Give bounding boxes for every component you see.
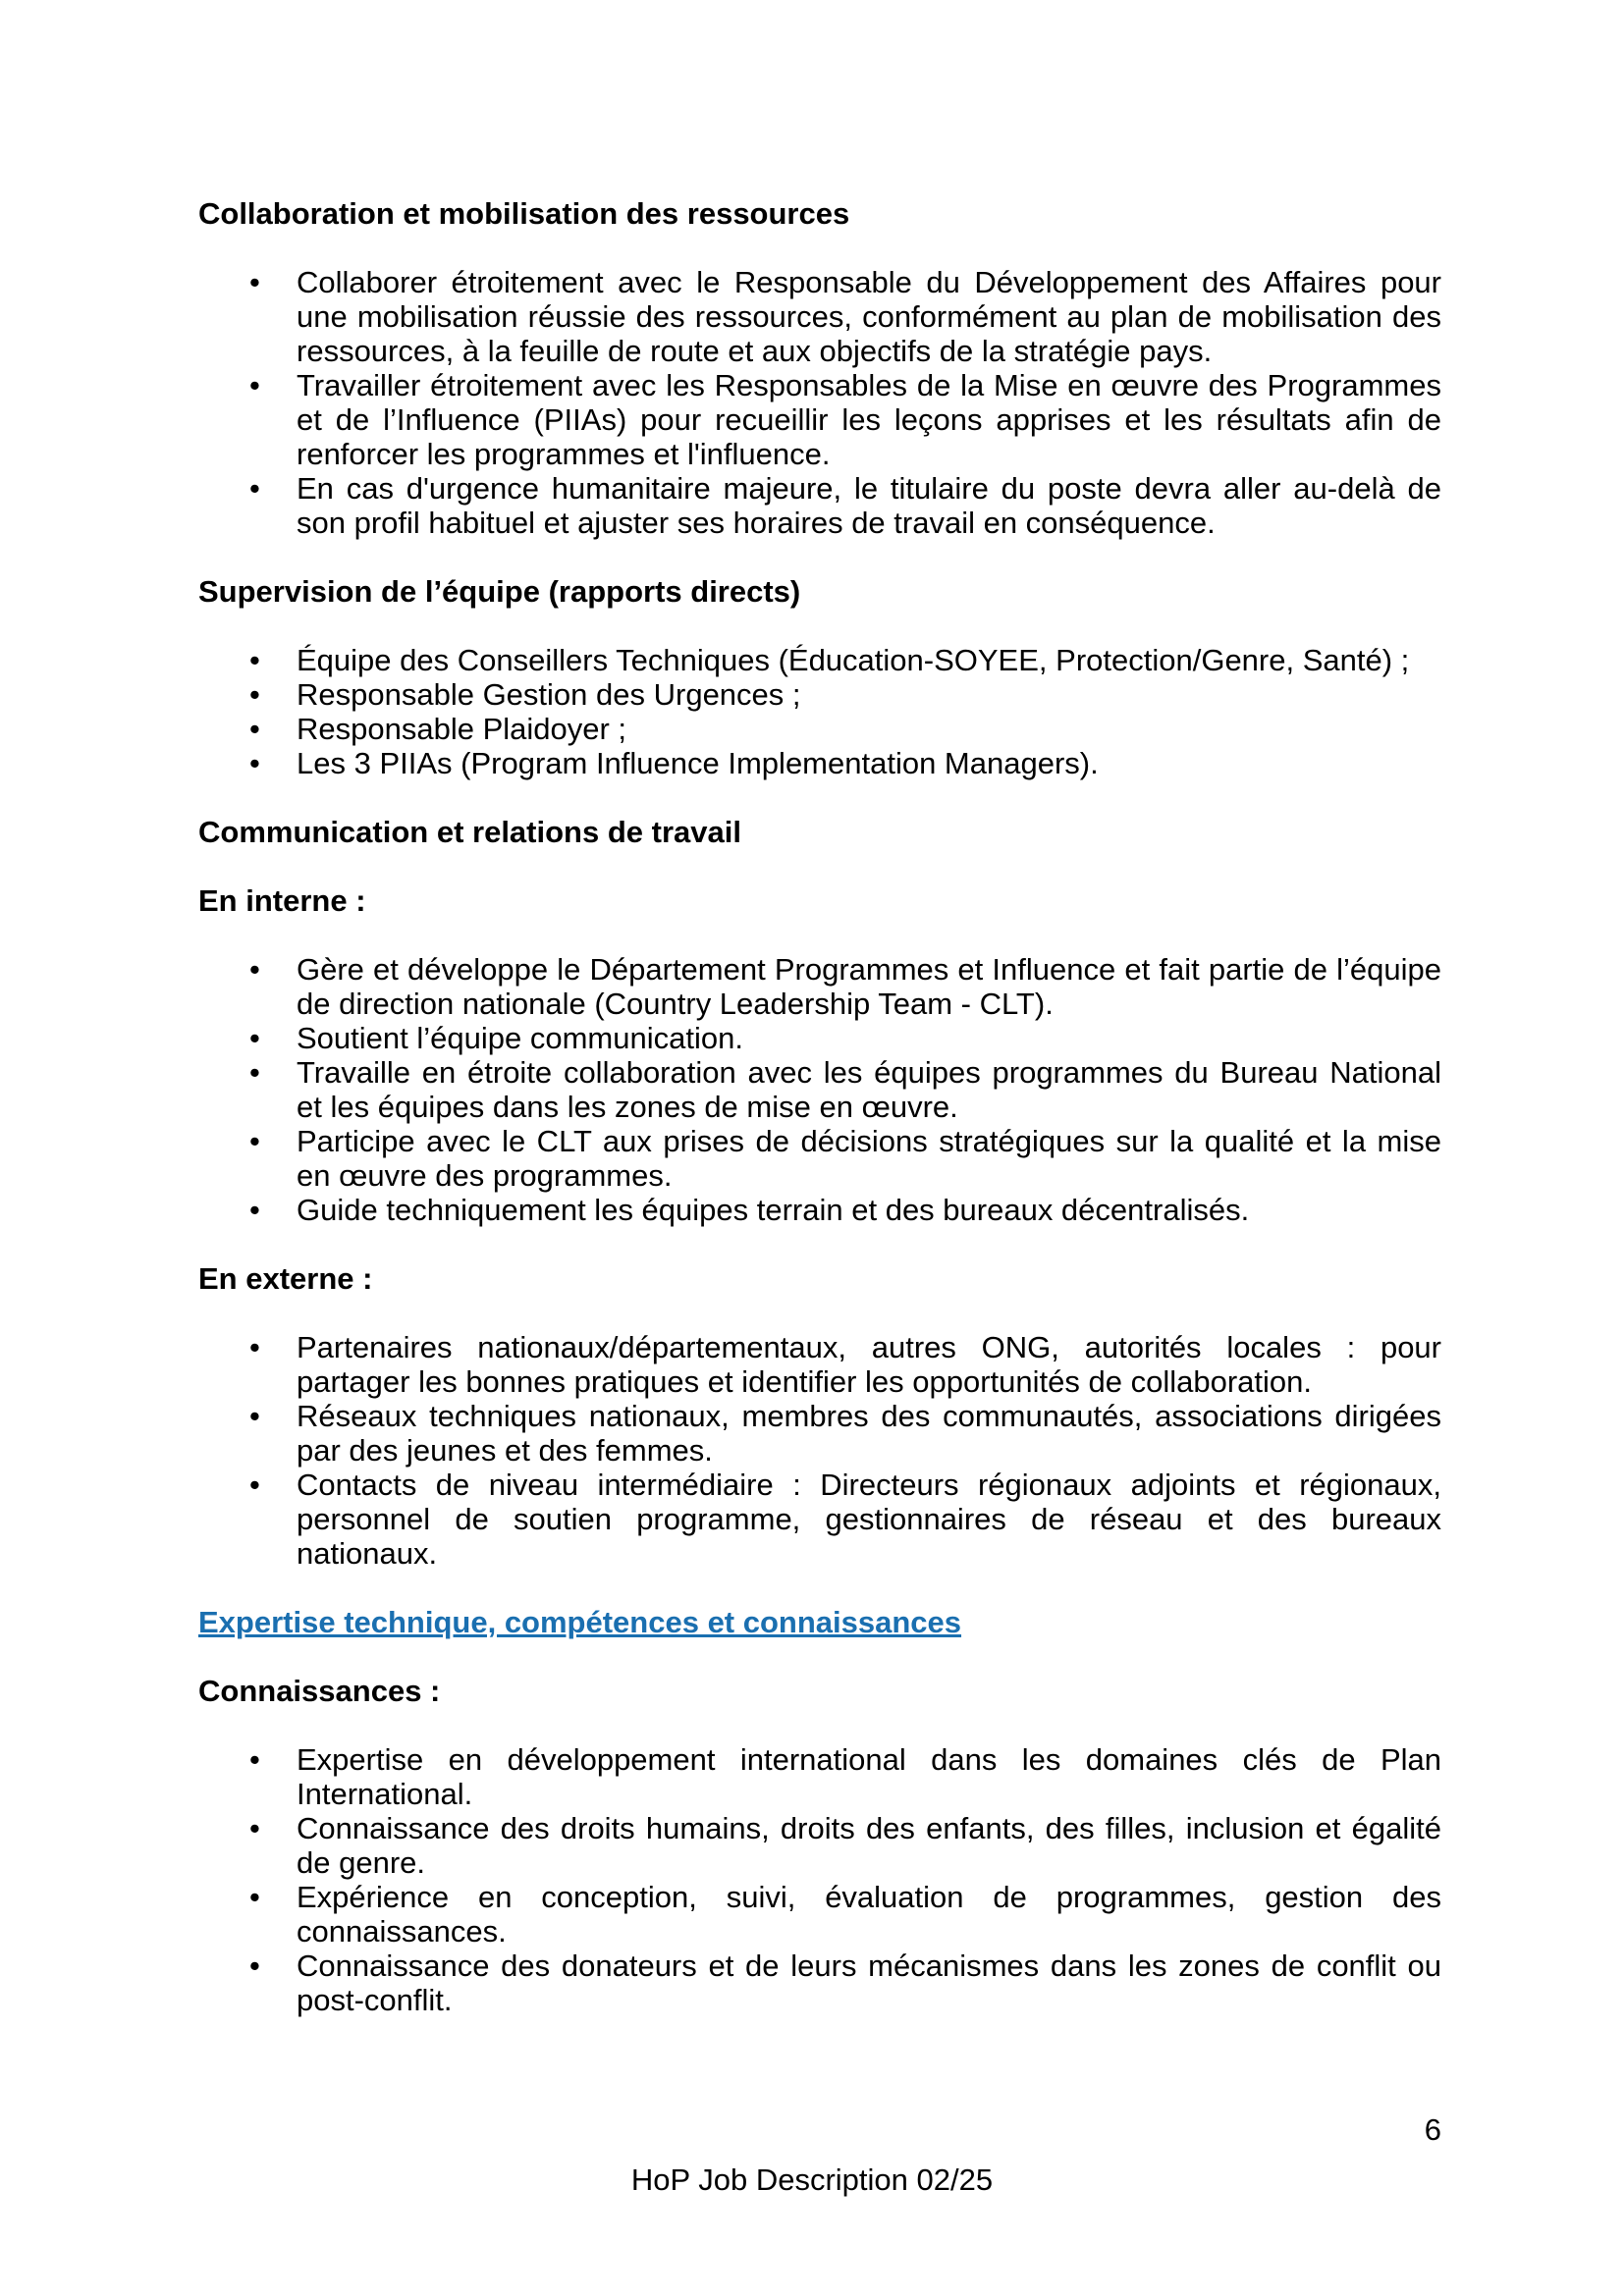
- section-heading-expertise[interactable]: Expertise technique, compétences et connaissances: [198, 1605, 962, 1639]
- list-item: [198, 677, 1441, 712]
- list-item-text: Soutient l’équipe communication.: [297, 1021, 743, 1055]
- list-item: [198, 471, 1441, 540]
- bullet-icon: •: [249, 643, 260, 677]
- list-item-text: Responsable Gestion des Urgences ;: [297, 677, 801, 712]
- list-item-text: Collaborer étroitement avec le Responsable du Développement des Affaires pour une mobilisation réussie des ressources, conformément au plan de mobilisation des ressources, à la feuille de route et aux objectifs de la stratégie pays.: [297, 265, 1441, 368]
- list-item: [198, 952, 1441, 1021]
- bullet-icon: •: [249, 746, 260, 780]
- list-item-text: Travaille en étroite collaboration avec les équipes programmes du Bureau National et les équipes dans les zones de mise en œuvre.: [297, 1055, 1441, 1124]
- bullet-icon: •: [249, 1811, 260, 1845]
- list-item-text: Participe avec le CLT aux prises de décisions stratégiques sur la qualité et la mise en œuvre des programmes.: [297, 1124, 1441, 1193]
- list-item: [198, 1021, 1441, 1055]
- page-number: 6: [1424, 2112, 1441, 2147]
- list-item: [198, 746, 1441, 780]
- list-item: [198, 1399, 1441, 1468]
- list-item-text: Connaissance des droits humains, droits des enfants, des filles, inclusion et égalité de genre.: [297, 1811, 1441, 1880]
- page-footer: HoP Job Description 02/25: [630, 2163, 994, 2197]
- list-item-text: Travailler étroitement avec les Responsables de la Mise en œuvre des Programmes et de l’Influence (PIIAs) pour recueillir les leçons apprises et les résultats afin de renforcer les programmes et l'influence.: [297, 368, 1441, 471]
- section-heading-internal: En interne :: [198, 883, 366, 918]
- list-item: [198, 265, 1441, 368]
- list-item-text: Gère et développe le Département Programmes et Influence et fait partie de l’équipe de direction nationale (Country Leadership Team - CLT).: [297, 952, 1441, 1021]
- list-item-text: Expertise en développement international dans les domaines clés de Plan International.: [297, 1742, 1441, 1811]
- section-heading-external: En externe :: [198, 1261, 373, 1296]
- bullet-icon: •: [249, 952, 260, 987]
- list-item: [198, 643, 1441, 677]
- list-item: [198, 1193, 1441, 1227]
- bullet-icon: •: [249, 1193, 260, 1227]
- bullet-list-collaboration: [198, 265, 1441, 540]
- list-item: [198, 1811, 1441, 1880]
- bullet-icon: •: [249, 1055, 260, 1090]
- list-item: [198, 712, 1441, 746]
- bullet-list-external: [198, 1330, 1441, 1571]
- list-item: [198, 1055, 1441, 1124]
- bullet-icon: •: [249, 265, 260, 299]
- list-item: [198, 1742, 1441, 1811]
- list-item-text: Connaissance des donateurs et de leurs mécanismes dans les zones de conflit ou post-conflit.: [297, 1949, 1441, 2017]
- list-item-text: Contacts de niveau intermédiaire : Directeurs régionaux adjoints et régionaux, personnel de soutien programme, gestionnaires de réseau et des bureaux nationaux.: [297, 1468, 1441, 1571]
- bullet-icon: •: [249, 471, 260, 506]
- bullet-icon: •: [249, 1949, 260, 1983]
- list-item-text: Partenaires nationaux/départementaux, autres ONG, autorités locales : pour partager les bonnes pratiques et identifier les opportunités de collaboration.: [297, 1330, 1441, 1399]
- section-heading-communication: Communication et relations de travail: [198, 815, 741, 849]
- list-item: [198, 1468, 1441, 1571]
- section-heading-supervision: Supervision de l’équipe (rapports directs): [198, 574, 801, 609]
- list-item: [198, 368, 1441, 471]
- list-item-text: Guide techniquement les équipes terrain et des bureaux décentralisés.: [297, 1193, 1250, 1227]
- list-item: [198, 1880, 1441, 1949]
- list-item: [198, 1330, 1441, 1399]
- bullet-list-supervision: [198, 643, 1441, 780]
- bullet-icon: •: [249, 368, 260, 402]
- list-item-text: En cas d'urgence humanitaire majeure, le titulaire du poste devra aller au-delà de son profil habituel et ajuster ses horaires de travail en conséquence.: [297, 471, 1441, 540]
- bullet-icon: •: [249, 1399, 260, 1433]
- list-item-text: Expérience en conception, suivi, évaluation de programmes, gestion des connaissances.: [297, 1880, 1441, 1949]
- list-item-text: Réseaux techniques nationaux, membres des communautés, associations dirigées par des jeunes et des femmes.: [297, 1399, 1441, 1468]
- bullet-icon: •: [249, 1124, 260, 1158]
- list-item-text: Équipe des Conseillers Techniques (Éducation-SOYEE, Protection/Genre, Santé) ;: [297, 643, 1410, 677]
- list-item: [198, 1124, 1441, 1193]
- bullet-list-internal: [198, 952, 1441, 1227]
- section-heading-collaboration: Collaboration et mobilisation des ressources: [198, 196, 850, 231]
- bullet-icon: •: [249, 712, 260, 746]
- bullet-icon: •: [249, 1880, 260, 1914]
- list-item-text: Les 3 PIIAs (Program Influence Implementation Managers).: [297, 746, 1099, 780]
- bullet-icon: •: [249, 677, 260, 712]
- bullet-list-knowledge: [198, 1742, 1441, 2017]
- bullet-icon: •: [249, 1021, 260, 1055]
- bullet-icon: •: [249, 1330, 260, 1364]
- list-item-text: Responsable Plaidoyer ;: [297, 712, 627, 746]
- bullet-icon: •: [249, 1742, 260, 1777]
- document-body: [198, 196, 1441, 2052]
- list-item: [198, 1949, 1441, 2017]
- section-heading-knowledge: Connaissances :: [198, 1674, 441, 1708]
- bullet-icon: •: [249, 1468, 260, 1502]
